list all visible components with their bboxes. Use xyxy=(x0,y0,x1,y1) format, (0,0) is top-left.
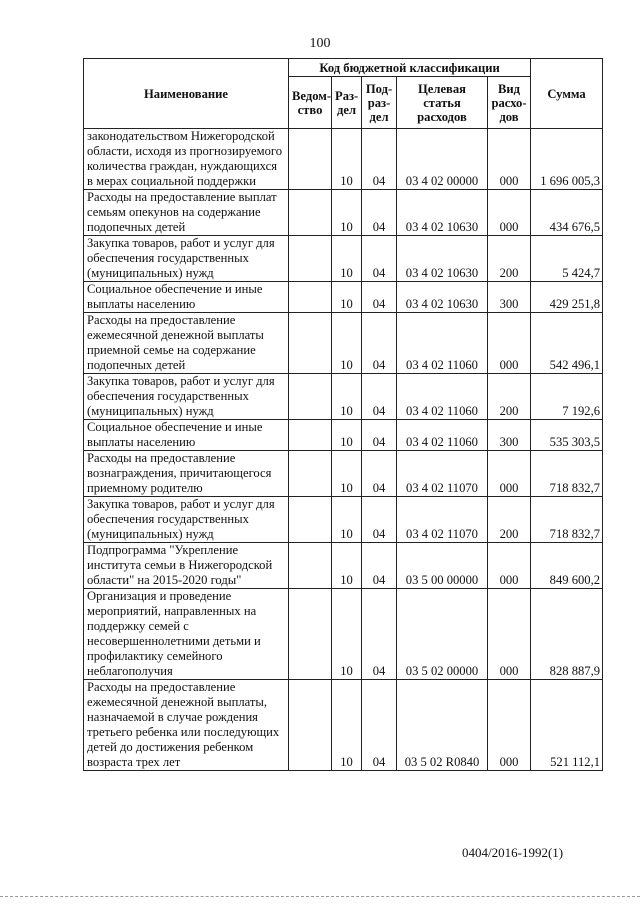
row-podrazdel-cell: 04 xyxy=(362,543,397,589)
row-vid-cell: 200 xyxy=(488,236,531,282)
row-tselevaya-cell: 03 4 02 10630 xyxy=(397,190,488,236)
row-razdel-cell: 10 xyxy=(332,451,362,497)
row-name-cell: Расходы на предоставление ежемесячной денежной выплаты, назначаемой в случае рождения третьего ребенка или последующих детей до достижения ребенком возраста трех лет xyxy=(84,680,289,771)
row-podrazdel-cell: 04 xyxy=(362,420,397,451)
row-vedomstvo-cell xyxy=(289,313,332,374)
table-row xyxy=(84,282,603,313)
table-row xyxy=(84,313,603,374)
row-summa-cell: 535 303,5 xyxy=(531,420,603,451)
row-vid-cell: 300 xyxy=(488,420,531,451)
row-podrazdel-cell: 04 xyxy=(362,374,397,420)
row-razdel-cell: 10 xyxy=(332,313,362,374)
document-code: 0404/2016-1992(1) xyxy=(462,845,564,860)
row-vid-cell: 000 xyxy=(488,190,531,236)
row-vid-cell: 000 xyxy=(488,451,531,497)
row-summa-cell: 434 676,5 xyxy=(531,190,603,236)
row-podrazdel-cell: 04 xyxy=(362,497,397,543)
row-summa-cell: 521 112,1 xyxy=(531,680,603,771)
row-razdel-cell: 10 xyxy=(332,680,362,771)
row-name-cell: Расходы на предоставление выплат семьям опекунов на содержание подопечных детей xyxy=(84,190,289,236)
table-row xyxy=(84,451,603,497)
table-row xyxy=(84,543,603,589)
header-vid-raskhodov: Вид расхо-дов xyxy=(488,77,531,129)
row-tselevaya-cell: 03 5 00 00000 xyxy=(397,543,488,589)
table-row xyxy=(84,680,603,771)
row-podrazdel-cell: 04 xyxy=(362,190,397,236)
row-vid-cell: 000 xyxy=(488,313,531,374)
table-row xyxy=(84,497,603,543)
row-tselevaya-cell: 03 4 02 10630 xyxy=(397,236,488,282)
row-vid-cell: 200 xyxy=(488,374,531,420)
row-summa-cell: 7 192,6 xyxy=(531,374,603,420)
header-razdel: Раз-дел xyxy=(332,77,362,129)
row-podrazdel-cell: 04 xyxy=(362,236,397,282)
table-row xyxy=(84,190,603,236)
header-vedomstvo: Ведом-ство xyxy=(289,77,332,129)
row-vedomstvo-cell xyxy=(289,420,332,451)
bottom-divider xyxy=(0,896,640,897)
row-name-cell: Закупка товаров, работ и услуг для обеспечения государственных (муниципальных) нужд xyxy=(84,236,289,282)
row-tselevaya-cell: 03 4 02 10630 xyxy=(397,282,488,313)
row-tselevaya-cell: 03 4 02 11060 xyxy=(397,420,488,451)
row-vedomstvo-cell xyxy=(289,497,332,543)
row-tselevaya-cell: 03 5 02 00000 xyxy=(397,589,488,680)
header-summa: Сумма xyxy=(531,59,603,129)
row-vid-cell: 300 xyxy=(488,282,531,313)
row-vid-cell: 200 xyxy=(488,497,531,543)
table-row xyxy=(84,129,603,190)
row-vid-cell: 000 xyxy=(488,543,531,589)
row-vedomstvo-cell xyxy=(289,282,332,313)
row-tselevaya-cell: 03 4 02 11070 xyxy=(397,497,488,543)
row-razdel-cell: 10 xyxy=(332,420,362,451)
row-podrazdel-cell: 04 xyxy=(362,129,397,190)
row-summa-cell: 718 832,7 xyxy=(531,497,603,543)
row-name-cell: Расходы на предоставление ежемесячной денежной выплаты приемной семье на содержание подопечных детей xyxy=(84,313,289,374)
row-name-cell: Подпрограмма "Укрепление института семьи в Нижегородской области" на 2015-2020 годы" xyxy=(84,543,289,589)
row-podrazdel-cell: 04 xyxy=(362,680,397,771)
row-podrazdel-cell: 04 xyxy=(362,589,397,680)
table-row xyxy=(84,420,603,451)
row-summa-cell: 1 696 005,3 xyxy=(531,129,603,190)
row-vid-cell: 000 xyxy=(488,589,531,680)
row-summa-cell: 542 496,1 xyxy=(531,313,603,374)
row-tselevaya-cell: 03 4 02 00000 xyxy=(397,129,488,190)
header-tselevaya-statya: Целевая статья расходов xyxy=(397,77,488,129)
table-row xyxy=(84,236,603,282)
row-vedomstvo-cell xyxy=(289,236,332,282)
row-name-cell: Социальное обеспечение и иные выплаты населению xyxy=(84,282,289,313)
table-body xyxy=(84,129,603,771)
row-razdel-cell: 10 xyxy=(332,282,362,313)
row-razdel-cell: 10 xyxy=(332,543,362,589)
row-vedomstvo-cell xyxy=(289,374,332,420)
page-number: 100 xyxy=(309,36,331,51)
table-row xyxy=(84,589,603,680)
row-name-cell: законодательством Нижегородской области, исходя из прогнозируемого количества граждан, нуждающихся в мерах социальной поддержки xyxy=(84,129,289,190)
row-razdel-cell: 10 xyxy=(332,129,362,190)
row-razdel-cell: 10 xyxy=(332,236,362,282)
row-vedomstvo-cell xyxy=(289,680,332,771)
row-tselevaya-cell: 03 4 02 11070 xyxy=(397,451,488,497)
table-row xyxy=(84,374,603,420)
budget-table xyxy=(83,58,603,771)
row-vid-cell: 000 xyxy=(488,129,531,190)
row-vid-cell: 000 xyxy=(488,680,531,771)
row-razdel-cell: 10 xyxy=(332,190,362,236)
row-name-cell: Закупка товаров, работ и услуг для обеспечения государственных (муниципальных) нужд xyxy=(84,374,289,420)
header-classification-group: Код бюджетной классификации xyxy=(289,59,531,77)
row-podrazdel-cell: 04 xyxy=(362,451,397,497)
row-vedomstvo-cell xyxy=(289,190,332,236)
row-name-cell: Организация и проведение мероприятий, направленных на поддержку семей с несовершеннолетними детьми и профилактику семейного неблагополучия xyxy=(84,589,289,680)
row-vedomstvo-cell xyxy=(289,129,332,190)
row-vedomstvo-cell xyxy=(289,451,332,497)
row-razdel-cell: 10 xyxy=(332,497,362,543)
row-summa-cell: 5 424,7 xyxy=(531,236,603,282)
row-summa-cell: 718 832,7 xyxy=(531,451,603,497)
row-razdel-cell: 10 xyxy=(332,374,362,420)
row-tselevaya-cell: 03 4 02 11060 xyxy=(397,374,488,420)
row-podrazdel-cell: 04 xyxy=(362,282,397,313)
row-summa-cell: 828 887,9 xyxy=(531,589,603,680)
header-podrazdel: Под-раз-дел xyxy=(362,77,397,129)
row-vedomstvo-cell xyxy=(289,543,332,589)
header-name: Наименование xyxy=(84,59,289,129)
row-tselevaya-cell: 03 5 02 R0840 xyxy=(397,680,488,771)
row-name-cell: Социальное обеспечение и иные выплаты населению xyxy=(84,420,289,451)
row-summa-cell: 849 600,2 xyxy=(531,543,603,589)
row-summa-cell: 429 251,8 xyxy=(531,282,603,313)
row-name-cell: Закупка товаров, работ и услуг для обеспечения государственных (муниципальных) нужд xyxy=(84,497,289,543)
row-razdel-cell: 10 xyxy=(332,589,362,680)
row-tselevaya-cell: 03 4 02 11060 xyxy=(397,313,488,374)
row-vedomstvo-cell xyxy=(289,589,332,680)
row-name-cell: Расходы на предоставление вознаграждения, причитающегося приемному родителю xyxy=(84,451,289,497)
row-podrazdel-cell: 04 xyxy=(362,313,397,374)
